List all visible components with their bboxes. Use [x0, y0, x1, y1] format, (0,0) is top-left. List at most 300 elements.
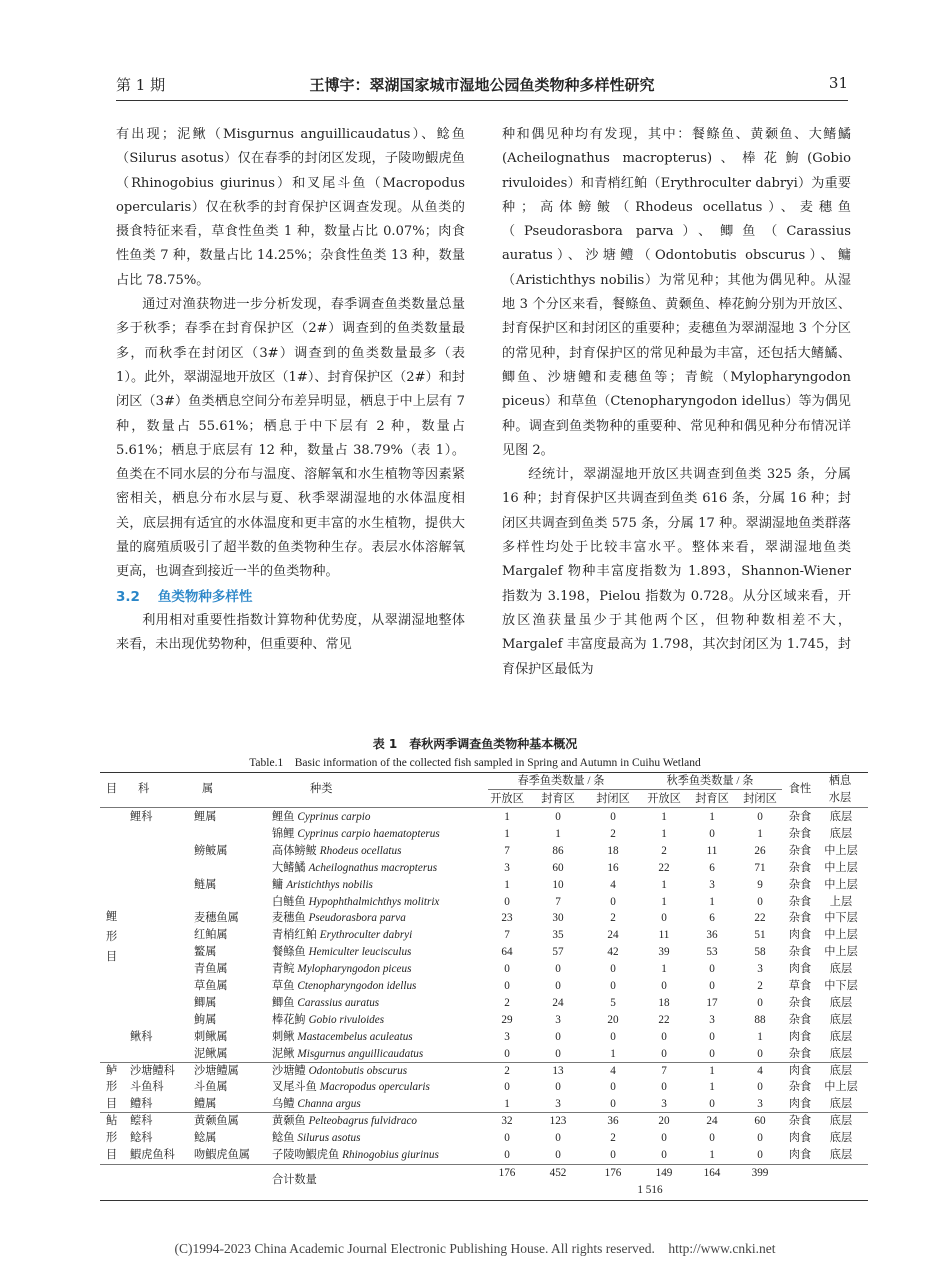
genus-cell: 鲶属: [194, 1132, 217, 1145]
spring-count-cell: 1: [555, 827, 561, 840]
autumn-count-cell: 53: [706, 946, 718, 959]
autumn-count-cell: 36: [706, 929, 718, 942]
order-char: 目: [106, 951, 118, 963]
autumn-count-cell: 0: [661, 1081, 667, 1094]
spring-count-cell: 2: [504, 996, 510, 1009]
spring-count-cell: 0: [555, 1132, 561, 1145]
species-latin: Rhinogobius giurinus: [342, 1149, 439, 1161]
species-cell: [272, 978, 416, 994]
total-spring: 176: [604, 1166, 622, 1179]
species-cell: [272, 826, 440, 842]
spring-count-cell: 2: [504, 1064, 510, 1077]
autumn-count-cell: 1: [661, 878, 667, 891]
header-habitat: 栖息: [828, 775, 852, 787]
species-cn: 高体鳑鲏: [272, 844, 317, 857]
spring-count-cell: 57: [552, 946, 564, 959]
spring-count-cell: 0: [555, 1030, 561, 1043]
species-cn: 餐鲦鱼: [272, 946, 306, 959]
genus-cell: 麦穗鱼属: [194, 912, 239, 925]
spring-count-cell: 35: [552, 929, 564, 942]
spring-count-cell: 0: [610, 1030, 616, 1043]
species-cell: [272, 1029, 413, 1045]
header-spring-zone-1: 开放区: [490, 793, 524, 805]
autumn-count-cell: 0: [661, 1030, 667, 1043]
species-cn: 叉尾斗鱼: [272, 1081, 317, 1094]
autumn-count-cell: 1: [661, 811, 667, 823]
spring-count-cell: 86: [552, 844, 564, 857]
genus-cell: 草鱼属: [194, 980, 228, 992]
habitat-cell: 底层: [829, 963, 853, 976]
copyright-footer: (C)1994-2023 China Academic Journal Electronic Publishing House. All rights reserved. http://www.cnki.net: [174, 1241, 776, 1256]
species-cn: 鲶鱼: [272, 1132, 295, 1145]
table-caption-en: Table.1 Basic information of the collected fish sampled in Spring and Autumn in Cuihu Wetland: [249, 757, 701, 769]
autumn-count-cell: 88: [754, 1013, 766, 1026]
genus-cell: 泥鳅属: [194, 1047, 228, 1060]
spring-count-cell: 24: [552, 996, 564, 1009]
species-cell: [272, 1079, 430, 1095]
species-latin: Silurus asotus: [297, 1132, 361, 1145]
species-latin: Rhodeus ocellatus: [319, 844, 402, 857]
autumn-count-cell: 58: [754, 946, 766, 959]
species-cn: 锦鲤: [272, 827, 295, 840]
autumn-count-cell: 20: [658, 1115, 670, 1128]
habitat-cell: 底层: [829, 1132, 853, 1145]
family-cell: 斗鱼科: [130, 1081, 164, 1094]
order-char: 目: [106, 1149, 118, 1161]
genus-cell: 鳘属: [194, 946, 217, 959]
spring-count-cell: 36: [607, 1115, 619, 1128]
header-order: 目: [106, 783, 118, 795]
species-latin: Hemiculter leucisculus: [308, 946, 412, 959]
issue-number: 第 1 期: [116, 76, 166, 94]
spring-count-cell: 7: [504, 929, 510, 942]
species-cell: [272, 877, 373, 893]
species-cell: [272, 944, 411, 960]
section-number: 3.2: [116, 588, 140, 605]
spring-count-cell: 0: [504, 1047, 510, 1060]
spring-count-cell: 0: [504, 1132, 510, 1145]
autumn-count-cell: 2: [757, 980, 763, 992]
page-number: 31: [828, 74, 848, 92]
species-latin: Carassius auratus: [297, 996, 380, 1009]
spring-count-cell: 29: [501, 1013, 513, 1026]
species-latin: Aristichthys nobilis: [286, 878, 373, 891]
diet-cell: 肉食: [788, 1064, 812, 1077]
autumn-count-cell: 3: [661, 1098, 667, 1111]
species-cell: [272, 1113, 417, 1129]
total-autumn: 164: [703, 1166, 721, 1179]
family-cell: 鳢科: [130, 1098, 153, 1111]
species-cell: [272, 961, 411, 977]
autumn-count-cell: 0: [709, 1047, 715, 1060]
family-cell: 鲿科: [130, 1115, 153, 1128]
running-title: 王博宇：翠湖国家城市湿地公园鱼类物种多样性研究: [309, 76, 655, 94]
header-genus: 属: [202, 783, 214, 795]
diet-cell: 杂食: [788, 1047, 812, 1060]
diet-cell: 肉食: [788, 963, 812, 976]
autumn-count-cell: 0: [661, 1149, 667, 1161]
genus-cell: 鲫属: [194, 996, 217, 1009]
header-autumn-zone-3: 封闭区: [743, 793, 777, 805]
spring-count-cell: 0: [610, 1149, 616, 1161]
species-latin: Odontobutis obscurus: [308, 1064, 408, 1077]
autumn-count-cell: 0: [757, 811, 763, 823]
section-title: 鱼类物种多样性: [157, 588, 253, 605]
spring-count-cell: 64: [501, 946, 513, 959]
species-cell: [272, 1147, 439, 1163]
spring-count-cell: 0: [610, 811, 616, 823]
species-cell: [272, 1046, 423, 1062]
genus-cell: 鮈属: [194, 1013, 217, 1026]
right-column: [502, 123, 851, 682]
header-autumn: 秋季鱼类数量 / 条: [666, 775, 754, 787]
spring-count-cell: 20: [607, 1013, 619, 1026]
species-cn: 青梢红鲌: [272, 929, 317, 942]
autumn-count-cell: 1: [757, 1030, 763, 1043]
diet-cell: 杂食: [788, 844, 812, 857]
species-latin: Ctenopharyngodon idellus: [297, 980, 417, 992]
diet-cell: 杂食: [788, 1013, 812, 1026]
species-latin: Mastacembelus aculeatus: [297, 1030, 413, 1043]
spring-count-cell: 3: [504, 861, 510, 874]
family-cell: 鳅科: [130, 1030, 153, 1043]
genus-cell: 鳑鲏属: [194, 844, 228, 857]
autumn-count-cell: 51: [754, 929, 766, 942]
species-cn: 沙塘鳢: [272, 1064, 306, 1077]
spring-count-cell: 2: [610, 912, 616, 925]
spring-count-cell: 0: [555, 980, 561, 992]
family-cell: 鲤科: [130, 811, 153, 823]
spring-count-cell: 0: [555, 963, 561, 976]
species-latin: Hypophthalmichthys molitrix: [308, 895, 440, 908]
left-paragraph-1: 有出现；泥鳅（Misgurnus anguillicaudatus）、鲶鱼（Silurus asotus）仅在春季的封闭区发现，子陵吻鰕虎鱼（Rhinogobius giurinus）和叉尾斗鱼（Macropodus opercularis）仅在秋季的封育保护区调查发现。从鱼类的摄食特征来看，草食性鱼类 1 种，数量占比 0.07%；肉食性鱼类 7 种，数量占比 14.25%；杂食性鱼类 13 种，数量占比 78.75%。: [116, 127, 465, 288]
habitat-cell: 中上层: [824, 861, 858, 874]
species-latin: Macropodus opercularis: [319, 1081, 430, 1094]
autumn-count-cell: 22: [658, 1013, 670, 1026]
species-latin: Cyprinus carpio: [297, 811, 371, 823]
order-char: 形: [106, 931, 118, 943]
diet-cell: 肉食: [788, 929, 812, 942]
autumn-count-cell: 0: [661, 1047, 667, 1060]
spring-count-cell: 13: [552, 1064, 564, 1077]
species-latin: Cyprinus carpio haematopterus: [297, 827, 440, 840]
left-paragraph-3: 利用相对重要性指数计算物种优势度，从翠湖湿地整体来看，未出现优势物种，但重要种、常见: [116, 612, 465, 653]
spring-count-cell: 4: [610, 1064, 616, 1077]
spring-count-cell: 0: [504, 895, 510, 908]
species-cell: [272, 860, 437, 876]
diet-cell: 杂食: [788, 811, 812, 823]
family-cell: 鲶科: [130, 1132, 153, 1145]
habitat-cell: 底层: [829, 1030, 853, 1043]
spring-count-cell: 0: [610, 1081, 616, 1094]
spring-count-cell: 1: [504, 827, 510, 840]
species-cell: [272, 843, 401, 859]
species-cell: [272, 894, 439, 910]
habitat-cell: 底层: [829, 1047, 853, 1060]
order-char: 鲈: [106, 1064, 118, 1077]
order-char: 目: [106, 1098, 118, 1111]
autumn-count-cell: 0: [709, 1030, 715, 1043]
diet-cell: 肉食: [788, 1098, 812, 1111]
autumn-count-cell: 0: [661, 980, 667, 992]
habitat-cell: 底层: [829, 1115, 853, 1128]
habitat-cell: 中上层: [824, 929, 858, 942]
species-cn: 鳙: [272, 878, 284, 891]
genus-cell: 黄颡鱼属: [194, 1115, 239, 1128]
autumn-count-cell: 1: [709, 1064, 715, 1077]
autumn-count-cell: 4: [757, 1064, 763, 1077]
autumn-count-cell: 1: [757, 827, 763, 840]
species-cell: [272, 1012, 384, 1028]
spring-count-cell: 30: [552, 912, 564, 925]
grand-total: 1 516: [637, 1183, 663, 1196]
diet-cell: 杂食: [788, 946, 812, 959]
genus-cell: 红鲌属: [194, 929, 228, 942]
autumn-count-cell: 9: [757, 878, 763, 891]
diet-cell: 杂食: [788, 1115, 812, 1128]
total-autumn: 399: [751, 1166, 769, 1179]
species-cell: [272, 1096, 361, 1112]
header-spring: 春季鱼类数量 / 条: [517, 775, 605, 787]
autumn-count-cell: 0: [661, 1132, 667, 1145]
total-spring: 452: [549, 1166, 567, 1179]
species-latin: Mylopharyngodon piceus: [297, 963, 412, 976]
spring-count-cell: 0: [555, 1081, 561, 1094]
genus-cell: 斗鱼属: [194, 1081, 228, 1094]
species-cn: 草鱼: [272, 980, 295, 992]
spring-count-cell: 3: [555, 1098, 561, 1111]
species-cn: 鲫鱼: [272, 996, 295, 1009]
autumn-count-cell: 1: [709, 811, 715, 823]
diet-cell: 肉食: [788, 1030, 812, 1043]
header-family: 科: [138, 783, 150, 795]
spring-count-cell: 1: [504, 811, 510, 823]
total-spring: 176: [498, 1166, 516, 1179]
habitat-cell: 底层: [829, 1013, 853, 1026]
habitat-cell: 底层: [829, 1149, 853, 1161]
habitat-cell: 中上层: [824, 878, 858, 891]
species-cn: 棒花鮈: [272, 1013, 306, 1026]
genus-cell: 鲤属: [194, 811, 217, 823]
autumn-count-cell: 1: [709, 1149, 715, 1161]
genus-cell: 鲢属: [194, 878, 217, 891]
autumn-count-cell: 0: [757, 895, 763, 908]
autumn-count-cell: 0: [709, 963, 715, 976]
spring-count-cell: 0: [504, 1149, 510, 1161]
autumn-count-cell: 6: [709, 912, 715, 925]
species-cn: 大鳍鱊: [272, 861, 306, 874]
habitat-cell: 底层: [829, 811, 853, 823]
species-cn: 泥鳅: [272, 1047, 295, 1060]
diet-cell: 肉食: [788, 1132, 812, 1145]
spring-count-cell: 3: [504, 1030, 510, 1043]
species-latin: Misgurnus anguillicaudatus: [297, 1047, 424, 1060]
diet-cell: 杂食: [788, 912, 812, 925]
species-cn: 青鲩: [272, 963, 295, 976]
autumn-count-cell: 26: [754, 844, 766, 857]
species-latin: Channa argus: [297, 1098, 361, 1111]
species-latin: Acheilognathus macropterus: [308, 861, 438, 874]
species-cn: 麦穗鱼: [272, 912, 306, 925]
spring-count-cell: 16: [607, 861, 619, 874]
spring-count-cell: 60: [552, 861, 564, 874]
autumn-count-cell: 0: [709, 1098, 715, 1111]
autumn-count-cell: 1: [661, 895, 667, 908]
autumn-count-cell: 6: [709, 861, 715, 874]
habitat-cell: 底层: [829, 827, 853, 840]
spring-count-cell: 123: [549, 1115, 567, 1128]
diet-cell: 杂食: [788, 996, 812, 1009]
order-char: 鲇: [106, 1115, 118, 1128]
spring-count-cell: 32: [501, 1115, 513, 1128]
spring-count-cell: 18: [607, 844, 619, 857]
species-latin: Pseudorasbora parva: [308, 912, 406, 925]
habitat-cell: 上层: [829, 895, 853, 908]
spring-count-cell: 0: [555, 1149, 561, 1161]
species-cell: [272, 995, 379, 1011]
diet-cell: 杂食: [788, 1081, 812, 1094]
spring-count-cell: 0: [504, 980, 510, 992]
header-autumn-zone-2: 封育区: [695, 793, 729, 805]
habitat-cell: 中上层: [824, 844, 858, 857]
species-cell: [272, 927, 412, 943]
spring-count-cell: 2: [610, 827, 616, 840]
total-autumn: 149: [655, 1166, 673, 1179]
header-autumn-zone-1: 开放区: [647, 793, 681, 805]
species-cell: [272, 809, 370, 825]
spring-count-cell: 5: [610, 996, 616, 1009]
autumn-count-cell: 71: [754, 861, 766, 874]
genus-cell: 鳢属: [194, 1098, 217, 1111]
species-latin: Gobio rivuloides: [308, 1013, 385, 1026]
spring-count-cell: 4: [610, 878, 616, 891]
family-cell: 鰕虎鱼科: [130, 1149, 175, 1161]
spring-count-cell: 0: [504, 1081, 510, 1094]
right-paragraph-1: 种和偶见种均有发现，其中：餐鲦鱼、黄颡鱼、大鳍鱊(Acheilognathus macropterus)、棒花鮈(Gobio rivuloides）和青梢红鲌（Erythroculter dabryi）为重要种；高体鳑鲏（Rhodeus ocellatus）、麦穗鱼（Pseudorasbora parva）、鲫鱼（Carassius auratus）、沙塘鳢（Odontobutis obscurus）、鳙（Aristichthys nobilis）为常见种；其他为偶见种。从湿地 3 个分区来看，餐鲦鱼、黄颡鱼、棒花鮈分别为开放区、封育保护区和封闭区的重要种；麦穗鱼为翠湖湿地 3 个分区的常见种，封育保护区的常见种最为丰富，还包括大鳍鱊、鲫鱼、沙塘鳢和麦穗鱼等；青鲩（Mylopharyngodon piceus）和草鱼（Ctenopharyngodon idellus）等为偶见种。调查到鱼类物种的重要种、常见种和偶见种分布情况详见图 2。: [502, 127, 851, 458]
autumn-count-cell: 1: [661, 827, 667, 840]
diet-cell: 杂食: [788, 895, 812, 908]
left-column: [116, 123, 465, 658]
autumn-count-cell: 0: [757, 1081, 763, 1094]
autumn-count-cell: 17: [706, 996, 718, 1009]
right-paragraph-2: 经统计，翠湖湿地开放区共调查到鱼类 325 条，分属 16 种；封育保护区共调查到鱼类 616 条，分属 16 种；封闭区共调查到鱼类 575 条，分属 17 种。翠湖湿地鱼类群落多样性均处于比较丰富水平。整体来看，翠湖湿地鱼类 Margalef 物种丰富度指数为 1.893，Shannon-Wiener 指数为 3.198，Pielou 指数为 0.728。从分区域来看，开放区渔获量虽少于其他两个区，但物种数相差不大，Margalef 丰富度最高为 1.798，其次封闭区为 1.745，封育保护区最低为: [502, 467, 851, 677]
species-cn: 鲤鱼: [272, 811, 295, 823]
autumn-count-cell: 3: [757, 963, 763, 976]
habitat-cell: 中下层: [824, 912, 858, 925]
habitat-cell: 底层: [829, 1098, 853, 1111]
species-cn: 乌鳢: [272, 1098, 295, 1111]
autumn-count-cell: 60: [754, 1115, 766, 1128]
species-latin: Erythroculter dabryi: [319, 929, 413, 942]
spring-count-cell: 0: [555, 1047, 561, 1060]
spring-count-cell: 2: [610, 1132, 616, 1145]
genus-cell: 青鱼属: [194, 963, 228, 976]
left-paragraph-2: 通过对渔获物进一步分析发现，春季调查鱼类数量总量多于秋季；春季在封育保护区（2#）调查到的鱼类数量最多，而秋季在封闭区（3#）调查到的鱼类数量最多（表 1）。此外，翠湖湿地开放区（1#）、封育保护区（2#）和封闭区（3#）鱼类栖息空间分布差异明显，栖息于中上层有 7 种，数量占 55.61%；栖息于中下层有 2 种，数量占 5.61%；栖息于底层有 12 种，数量占 38.79%（表 1）。鱼类在不同水层的分布与温度、溶解氧和水生植物等因素紧密相关，栖息分布水层与夏、秋季翠湖湿地的水体温度相关，底层拥有适宜的水体温度和更丰富的水生植物，提供大量的腐殖质吸引了超半数的鱼类物种生存。表层水体溶解氧更高，也调查到接近一半的鱼类物种。: [116, 297, 465, 580]
diet-cell: 肉食: [788, 1149, 812, 1161]
autumn-count-cell: 11: [706, 844, 718, 857]
spring-count-cell: 0: [610, 980, 616, 992]
spring-count-cell: 1: [504, 1098, 510, 1111]
spring-count-cell: 23: [501, 912, 513, 925]
habitat-cell: 底层: [829, 1064, 853, 1077]
header-diet: 食性: [788, 783, 812, 795]
autumn-count-cell: 1: [661, 963, 667, 976]
species-cell: [272, 1063, 407, 1079]
header-spring-zone-2: 封育区: [541, 793, 575, 805]
autumn-count-cell: 3: [757, 1098, 763, 1111]
spring-count-cell: 3: [555, 1013, 561, 1026]
diet-cell: 杂食: [788, 861, 812, 874]
species-cn: 黄颡鱼: [272, 1115, 306, 1128]
order-char: 鲤: [106, 911, 118, 923]
autumn-count-cell: 0: [757, 1132, 763, 1145]
genus-cell: 沙塘鳢属: [194, 1064, 239, 1077]
species-latin: Pelteobagrus fulvidraco: [308, 1115, 418, 1128]
running-header: [116, 74, 848, 101]
habitat-cell: 底层: [829, 996, 853, 1009]
spring-count-cell: 42: [607, 946, 619, 959]
header-layer: 水层: [828, 792, 852, 804]
spring-count-cell: 7: [504, 844, 510, 857]
spring-count-cell: 0: [555, 811, 561, 823]
autumn-count-cell: 0: [757, 1149, 763, 1161]
autumn-count-cell: 7: [661, 1064, 667, 1077]
autumn-count-cell: 2: [661, 844, 667, 857]
spring-count-cell: 0: [610, 1098, 616, 1111]
autumn-count-cell: 1: [709, 895, 715, 908]
family-cell: 沙塘鳢科: [130, 1064, 175, 1077]
diet-cell: 杂食: [788, 878, 812, 891]
genus-cell: 刺鳅属: [194, 1030, 228, 1043]
species-cell: [272, 910, 406, 926]
diet-cell: 杂食: [788, 827, 812, 840]
autumn-count-cell: 22: [754, 912, 766, 925]
section-heading: [116, 585, 465, 609]
diet-cell: 草食: [788, 980, 812, 992]
autumn-count-cell: 22: [658, 861, 670, 874]
header-spring-zone-3: 封闭区: [596, 793, 630, 805]
autumn-count-cell: 0: [709, 827, 715, 840]
autumn-count-cell: 18: [658, 996, 670, 1009]
spring-count-cell: 1: [504, 878, 510, 891]
habitat-cell: 中上层: [824, 946, 858, 959]
order-char: 形: [106, 1081, 118, 1094]
spring-count-cell: 0: [610, 963, 616, 976]
autumn-count-cell: 0: [709, 980, 715, 992]
autumn-count-cell: 0: [757, 996, 763, 1009]
autumn-count-cell: 0: [709, 1132, 715, 1145]
spring-count-cell: 24: [607, 929, 619, 942]
autumn-count-cell: 0: [661, 912, 667, 925]
autumn-count-cell: 3: [709, 878, 715, 891]
spring-count-cell: 0: [610, 895, 616, 908]
autumn-count-cell: 1: [709, 1081, 715, 1094]
autumn-count-cell: 11: [658, 929, 670, 942]
habitat-cell: 中下层: [824, 980, 858, 992]
species-cn: 白鲢鱼: [272, 895, 306, 908]
species-cn: 刺鳅: [272, 1030, 295, 1043]
spring-count-cell: 10: [552, 878, 564, 891]
header-species: 种类: [310, 783, 333, 795]
spring-count-cell: 0: [504, 963, 510, 976]
species-cell: [272, 1130, 361, 1146]
total-label: 合计数量: [272, 1173, 317, 1186]
order-char: 形: [106, 1132, 118, 1145]
spring-count-cell: 1: [610, 1047, 616, 1060]
spring-count-cell: 7: [555, 895, 561, 908]
autumn-count-cell: 39: [658, 946, 670, 959]
autumn-count-cell: 3: [709, 1013, 715, 1026]
